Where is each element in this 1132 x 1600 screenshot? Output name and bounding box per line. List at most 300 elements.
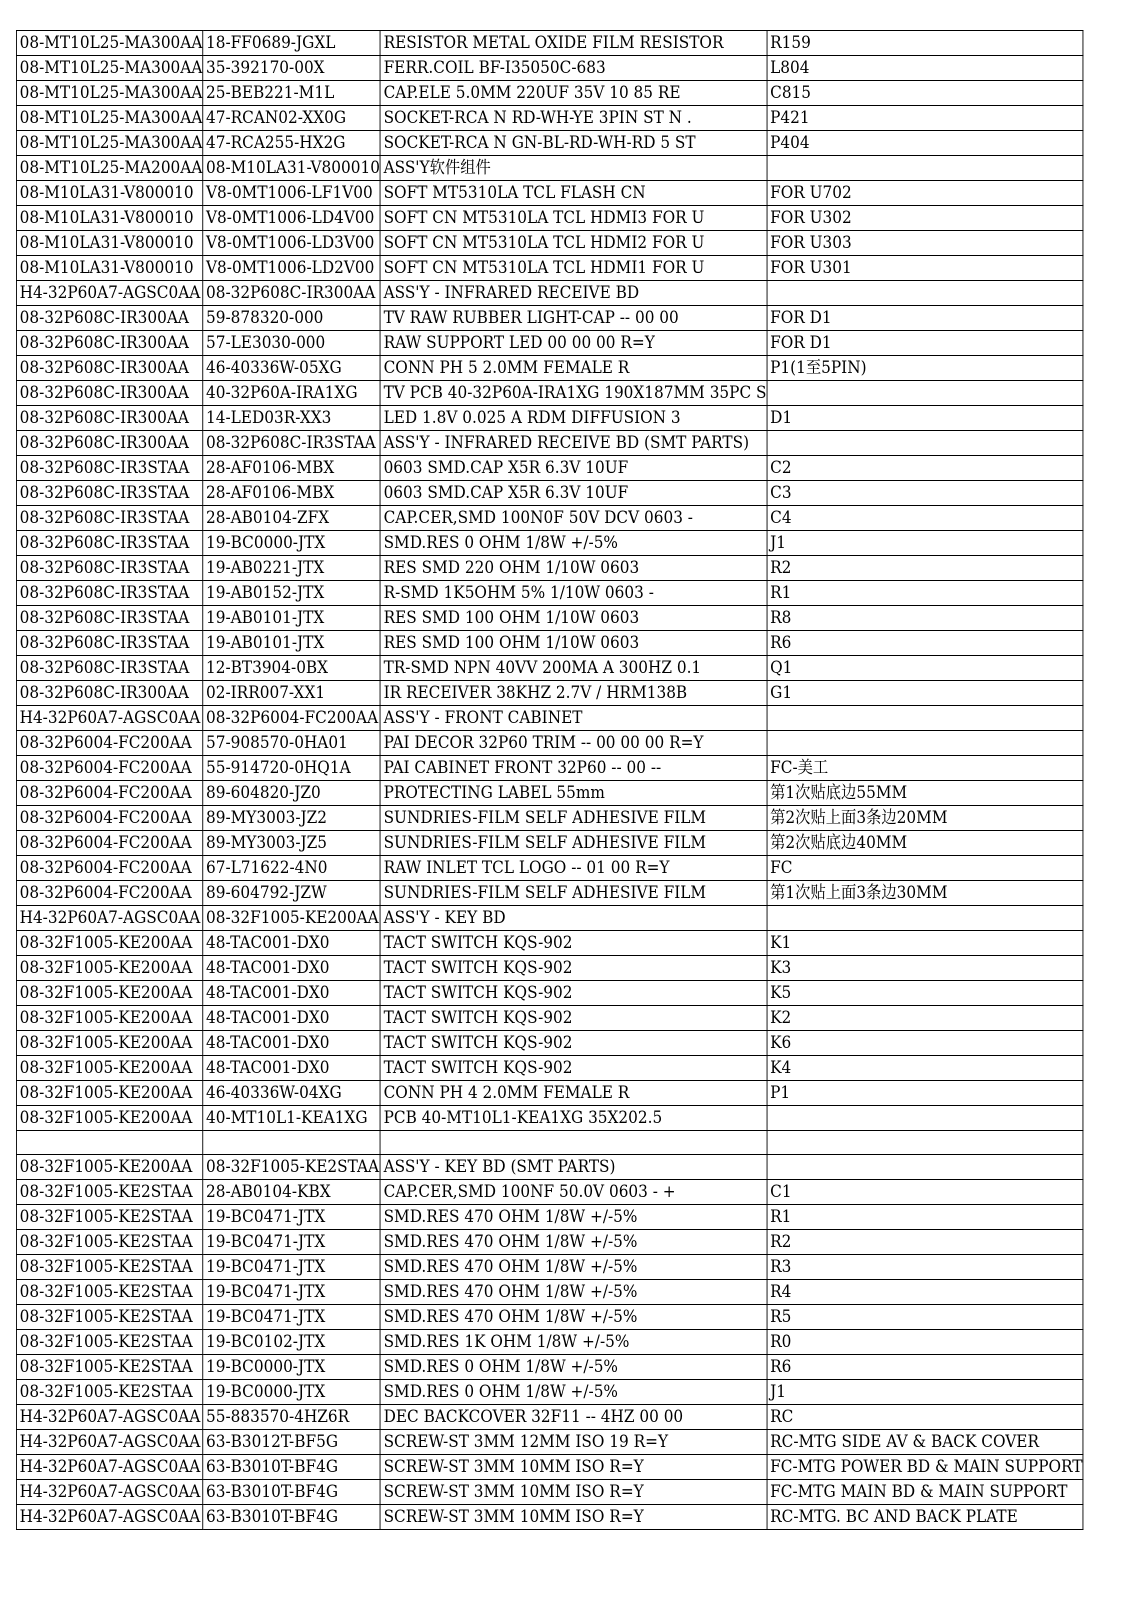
table-row bbox=[16, 681, 1083, 706]
table-row bbox=[16, 631, 1083, 656]
table-row bbox=[16, 1505, 1083, 1530]
part-number-cell: 47-RCAN02-XX0G bbox=[203, 106, 381, 131]
description-cell: TACT SWITCH KQS-902 bbox=[380, 1056, 767, 1081]
description-cell: SCREW-ST 3MM 10MM ISO R=Y bbox=[380, 1455, 767, 1480]
description-cell: R-SMD 1K5OHM 5% 1/10W 0603 - bbox=[380, 581, 767, 606]
reference-cell: C2 bbox=[767, 456, 1083, 481]
reference-cell: K2 bbox=[767, 1006, 1083, 1031]
description-cell: SUNDRIES-FILM SELF ADHESIVE FILM bbox=[380, 806, 767, 831]
reference-cell: R0 bbox=[767, 1330, 1083, 1355]
part-number-cell: V8-0MT1006-LD3V00 bbox=[203, 231, 381, 256]
parent-part-cell: 08-32P6004-FC200AA bbox=[16, 806, 202, 831]
description-cell: TV PCB 40-32P60A-IRA1XG 190X187MM 35PC S bbox=[380, 381, 767, 406]
reference-cell: 第2次贴底边40MM bbox=[767, 831, 1083, 856]
table-row bbox=[16, 131, 1083, 156]
reference-cell bbox=[767, 706, 1083, 731]
description-cell: PCB 40-MT10L1-KEA1XG 35X202.5 bbox=[380, 1106, 767, 1131]
part-number-cell: 48-TAC001-DX0 bbox=[203, 1056, 381, 1081]
reference-cell bbox=[767, 1106, 1083, 1131]
reference-cell: G1 bbox=[767, 681, 1083, 706]
parent-part-cell: 08-32P6004-FC200AA bbox=[16, 856, 202, 881]
reference-cell: 第1次贴上面3条边30MM bbox=[767, 881, 1083, 906]
reference-cell: P1(1至5PIN) bbox=[767, 356, 1083, 381]
table-row bbox=[16, 806, 1083, 831]
parent-part-cell: 08-32P608C-IR3STAA bbox=[16, 656, 202, 681]
parent-part-cell: 08-32P608C-IR3STAA bbox=[16, 606, 202, 631]
part-number-cell: 46-40336W-04XG bbox=[203, 1081, 381, 1106]
part-number-cell: 19-BC0471-JTX bbox=[203, 1280, 381, 1305]
part-number-cell: 48-TAC001-DX0 bbox=[203, 1006, 381, 1031]
description-cell: SMD.RES 0 OHM 1/8W +/-5% bbox=[380, 531, 767, 556]
reference-cell: L804 bbox=[767, 56, 1083, 81]
description-cell: TACT SWITCH KQS-902 bbox=[380, 956, 767, 981]
table-row bbox=[16, 81, 1083, 106]
description-cell bbox=[380, 1131, 767, 1155]
part-number-cell: 19-BC0471-JTX bbox=[203, 1205, 381, 1230]
part-number-cell: 14-LED03R-XX3 bbox=[203, 406, 381, 431]
reference-cell: R5 bbox=[767, 1305, 1083, 1330]
reference-cell: P421 bbox=[767, 106, 1083, 131]
description-cell: 0603 SMD.CAP X5R 6.3V 10UF bbox=[380, 456, 767, 481]
part-number-cell: V8-0MT1006-LD4V00 bbox=[203, 206, 381, 231]
parent-part-cell: H4-32P60A7-AGSC0AA bbox=[16, 706, 202, 731]
reference-cell: 第2次贴上面3条边20MM bbox=[767, 806, 1083, 831]
reference-cell: FOR D1 bbox=[767, 306, 1083, 331]
description-cell: TACT SWITCH KQS-902 bbox=[380, 981, 767, 1006]
reference-cell bbox=[767, 381, 1083, 406]
reference-cell: 第1次贴底边55MM bbox=[767, 781, 1083, 806]
parent-part-cell: 08-MT10L25-MA300AA bbox=[16, 56, 202, 81]
table-row bbox=[16, 956, 1083, 981]
description-cell: ASS'Y软件组件 bbox=[380, 156, 767, 181]
reference-cell: K1 bbox=[767, 931, 1083, 956]
part-number-cell: 19-BC0471-JTX bbox=[203, 1255, 381, 1280]
parent-part-cell: 08-32F1005-KE2STAA bbox=[16, 1180, 202, 1205]
table-row bbox=[16, 1255, 1083, 1280]
parent-part-cell: 08-32P608C-IR3STAA bbox=[16, 556, 202, 581]
reference-cell: R1 bbox=[767, 1205, 1083, 1230]
description-cell: TACT SWITCH KQS-902 bbox=[380, 1006, 767, 1031]
description-cell: SOCKET-RCA N RD-WH-YE 3PIN ST N . bbox=[380, 106, 767, 131]
reference-cell: FC-MTG MAIN BD & MAIN SUPPORT bbox=[767, 1480, 1083, 1505]
parent-part-cell bbox=[16, 1131, 202, 1155]
description-cell: CAP.CER,SMD 100NF 50.0V 0603 - + bbox=[380, 1180, 767, 1205]
table-row bbox=[16, 156, 1083, 181]
part-number-cell: 47-RCA255-HX2G bbox=[203, 131, 381, 156]
table-row bbox=[16, 606, 1083, 631]
part-number-cell: 19-BC0000-JTX bbox=[203, 531, 381, 556]
table-row bbox=[16, 181, 1083, 206]
reference-cell: J1 bbox=[767, 531, 1083, 556]
table-row bbox=[16, 431, 1083, 456]
parent-part-cell: 08-32F1005-KE2STAA bbox=[16, 1280, 202, 1305]
table-row bbox=[16, 456, 1083, 481]
parent-part-cell: H4-32P60A7-AGSC0AA bbox=[16, 906, 202, 931]
table-row bbox=[16, 206, 1083, 231]
part-number-cell: 08-32F1005-KE2STAA bbox=[203, 1155, 381, 1180]
part-number-cell: 19-AB0221-JTX bbox=[203, 556, 381, 581]
description-cell: RAW INLET TCL LOGO -- 01 00 R=Y bbox=[380, 856, 767, 881]
reference-cell bbox=[767, 731, 1083, 756]
table-row bbox=[16, 306, 1083, 331]
reference-cell bbox=[767, 1155, 1083, 1180]
part-number-cell: 19-AB0101-JTX bbox=[203, 631, 381, 656]
reference-cell bbox=[767, 431, 1083, 456]
description-cell: CONN PH 5 2.0MM FEMALE R bbox=[380, 356, 767, 381]
part-number-cell: 28-AB0104-KBX bbox=[203, 1180, 381, 1205]
part-number-cell: 19-BC0102-JTX bbox=[203, 1330, 381, 1355]
part-number-cell: 02-IRR007-XX1 bbox=[203, 681, 381, 706]
parent-part-cell: 08-32F1005-KE2STAA bbox=[16, 1305, 202, 1330]
reference-cell: FOR U303 bbox=[767, 231, 1083, 256]
part-number-cell: 89-MY3003-JZ5 bbox=[203, 831, 381, 856]
description-cell: TACT SWITCH KQS-902 bbox=[380, 1031, 767, 1056]
description-cell: ASS'Y - KEY BD (SMT PARTS) bbox=[380, 1155, 767, 1180]
part-number-cell: 28-AF0106-MBX bbox=[203, 481, 381, 506]
parent-part-cell: H4-32P60A7-AGSC0AA bbox=[16, 1480, 202, 1505]
part-number-cell: 19-BC0471-JTX bbox=[203, 1305, 381, 1330]
parent-part-cell: H4-32P60A7-AGSC0AA bbox=[16, 281, 202, 306]
parent-part-cell: 08-32P608C-IR300AA bbox=[16, 406, 202, 431]
reference-cell: R4 bbox=[767, 1280, 1083, 1305]
reference-cell: R2 bbox=[767, 1230, 1083, 1255]
table-row bbox=[16, 531, 1083, 556]
table-row bbox=[16, 781, 1083, 806]
reference-cell: FC-美工 bbox=[767, 756, 1083, 781]
parent-part-cell: 08-32F1005-KE200AA bbox=[16, 1006, 202, 1031]
table-row bbox=[16, 656, 1083, 681]
description-cell: ASS'Y - INFRARED RECEIVE BD bbox=[380, 281, 767, 306]
parent-part-cell: H4-32P60A7-AGSC0AA bbox=[16, 1505, 202, 1530]
table-row bbox=[16, 356, 1083, 381]
part-number-cell: 48-TAC001-DX0 bbox=[203, 931, 381, 956]
bom-table bbox=[16, 30, 1083, 1530]
bom-table-body bbox=[16, 31, 1083, 1530]
description-cell: CAP.CER,SMD 100N0F 50V DCV 0603 - bbox=[380, 506, 767, 531]
reference-cell bbox=[767, 156, 1083, 181]
part-number-cell: 08-32P608C-IR3STAA bbox=[203, 431, 381, 456]
reference-cell: P404 bbox=[767, 131, 1083, 156]
parent-part-cell: 08-32F1005-KE2STAA bbox=[16, 1205, 202, 1230]
part-number-cell: 18-FF0689-JGXL bbox=[203, 31, 381, 56]
parent-part-cell: 08-32P608C-IR300AA bbox=[16, 681, 202, 706]
part-number-cell: 63-B3010T-BF4G bbox=[203, 1480, 381, 1505]
table-row bbox=[16, 556, 1083, 581]
parent-part-cell: 08-32F1005-KE200AA bbox=[16, 1056, 202, 1081]
part-number-cell: 89-MY3003-JZ2 bbox=[203, 806, 381, 831]
table-row bbox=[16, 1355, 1083, 1380]
parent-part-cell: 08-32F1005-KE200AA bbox=[16, 931, 202, 956]
part-number-cell: 89-604792-JZW bbox=[203, 881, 381, 906]
description-cell: RES SMD 220 OHM 1/10W 0603 bbox=[380, 556, 767, 581]
reference-cell bbox=[767, 281, 1083, 306]
parent-part-cell: 08-32P608C-IR3STAA bbox=[16, 531, 202, 556]
table-row bbox=[16, 106, 1083, 131]
description-cell: TACT SWITCH KQS-902 bbox=[380, 931, 767, 956]
parent-part-cell: 08-MT10L25-MA300AA bbox=[16, 106, 202, 131]
table-row bbox=[16, 1006, 1083, 1031]
part-number-cell: 67-L71622-4N0 bbox=[203, 856, 381, 881]
table-row bbox=[16, 1430, 1083, 1455]
table-row bbox=[16, 581, 1083, 606]
description-cell: SMD.RES 470 OHM 1/8W +/-5% bbox=[380, 1305, 767, 1330]
table-row bbox=[16, 731, 1083, 756]
table-row bbox=[16, 1081, 1083, 1106]
part-number-cell: 63-B3010T-BF4G bbox=[203, 1455, 381, 1480]
table-row bbox=[16, 1205, 1083, 1230]
table-row bbox=[16, 1180, 1083, 1205]
table-row bbox=[16, 706, 1083, 731]
part-number-cell: 63-B3010T-BF4G bbox=[203, 1505, 381, 1530]
part-number-cell: 57-908570-0HA01 bbox=[203, 731, 381, 756]
parent-part-cell: 08-32P6004-FC200AA bbox=[16, 831, 202, 856]
table-row bbox=[16, 506, 1083, 531]
reference-cell: C1 bbox=[767, 1180, 1083, 1205]
reference-cell: D1 bbox=[767, 406, 1083, 431]
description-cell: LED 1.8V 0.025 A RDM DIFFUSION 3 bbox=[380, 406, 767, 431]
reference-cell: C4 bbox=[767, 506, 1083, 531]
parent-part-cell: 08-32P608C-IR300AA bbox=[16, 356, 202, 381]
description-cell: SOFT CN MT5310LA TCL HDMI3 FOR U bbox=[380, 206, 767, 231]
reference-cell bbox=[767, 1131, 1083, 1155]
part-number-cell: 08-32P6004-FC200AA bbox=[203, 706, 381, 731]
table-row bbox=[16, 1380, 1083, 1405]
table-row bbox=[16, 756, 1083, 781]
parent-part-cell: H4-32P60A7-AGSC0AA bbox=[16, 1405, 202, 1430]
description-cell: SOFT MT5310LA TCL FLASH CN bbox=[380, 181, 767, 206]
part-number-cell: 89-604820-JZ0 bbox=[203, 781, 381, 806]
part-number-cell: 40-32P60A-IRA1XG bbox=[203, 381, 381, 406]
parent-part-cell: H4-32P60A7-AGSC0AA bbox=[16, 1430, 202, 1455]
reference-cell: Q1 bbox=[767, 656, 1083, 681]
table-row bbox=[16, 381, 1083, 406]
reference-cell: R8 bbox=[767, 606, 1083, 631]
table-row bbox=[16, 231, 1083, 256]
parent-part-cell: 08-32F1005-KE2STAA bbox=[16, 1255, 202, 1280]
parent-part-cell: 08-M10LA31-V800010 bbox=[16, 231, 202, 256]
parent-part-cell: 08-32P608C-IR300AA bbox=[16, 381, 202, 406]
description-cell: ASS'Y - INFRARED RECEIVE BD (SMT PARTS) bbox=[380, 431, 767, 456]
description-cell: SMD.RES 470 OHM 1/8W +/-5% bbox=[380, 1255, 767, 1280]
part-number-cell: 63-B3012T-BF5G bbox=[203, 1430, 381, 1455]
reference-cell: RC bbox=[767, 1405, 1083, 1430]
table-row bbox=[16, 1056, 1083, 1081]
description-cell: SOCKET-RCA N GN-BL-RD-WH-RD 5 ST bbox=[380, 131, 767, 156]
table-row bbox=[16, 881, 1083, 906]
table-row bbox=[16, 1106, 1083, 1131]
reference-cell: RC-MTG. BC AND BACK PLATE bbox=[767, 1505, 1083, 1530]
table-row bbox=[16, 1330, 1083, 1355]
part-number-cell: 55-883570-4HZ6R bbox=[203, 1405, 381, 1430]
parent-part-cell: 08-32F1005-KE200AA bbox=[16, 1155, 202, 1180]
reference-cell: FOR U302 bbox=[767, 206, 1083, 231]
part-number-cell: V8-0MT1006-LF1V00 bbox=[203, 181, 381, 206]
table-row bbox=[16, 856, 1083, 881]
parent-part-cell: 08-MT10L25-MA200AA bbox=[16, 156, 202, 181]
description-cell: TR-SMD NPN 40VV 200MA A 300HZ 0.1 bbox=[380, 656, 767, 681]
parent-part-cell: 08-MT10L25-MA300AA bbox=[16, 131, 202, 156]
reference-cell: R6 bbox=[767, 1355, 1083, 1380]
part-number-cell: 25-BEB221-M1L bbox=[203, 81, 381, 106]
table-row bbox=[16, 1480, 1083, 1505]
description-cell: SCREW-ST 3MM 10MM ISO R=Y bbox=[380, 1480, 767, 1505]
reference-cell: FOR U301 bbox=[767, 256, 1083, 281]
parent-part-cell: H4-32P60A7-AGSC0AA bbox=[16, 1455, 202, 1480]
part-number-cell bbox=[203, 1131, 381, 1155]
description-cell: SMD.RES 470 OHM 1/8W +/-5% bbox=[380, 1230, 767, 1255]
description-cell: IR RECEIVER 38KHZ 2.7V / HRM138B bbox=[380, 681, 767, 706]
reference-cell: R3 bbox=[767, 1255, 1083, 1280]
parent-part-cell: 08-32P608C-IR3STAA bbox=[16, 631, 202, 656]
parent-part-cell: 08-32P608C-IR3STAA bbox=[16, 456, 202, 481]
description-cell: PAI DECOR 32P60 TRIM -- 00 00 00 R=Y bbox=[380, 731, 767, 756]
part-number-cell: 08-32F1005-KE200AA bbox=[203, 906, 381, 931]
reference-cell: K3 bbox=[767, 956, 1083, 981]
parent-part-cell: 08-32F1005-KE200AA bbox=[16, 981, 202, 1006]
part-number-cell: 19-BC0471-JTX bbox=[203, 1230, 381, 1255]
description-cell: SOFT CN MT5310LA TCL HDMI2 FOR U bbox=[380, 231, 767, 256]
table-row bbox=[16, 256, 1083, 281]
reference-cell: RC-MTG SIDE AV & BACK COVER bbox=[767, 1430, 1083, 1455]
reference-cell: K6 bbox=[767, 1031, 1083, 1056]
parent-part-cell: 08-32P608C-IR3STAA bbox=[16, 481, 202, 506]
parent-part-cell: 08-32P608C-IR3STAA bbox=[16, 506, 202, 531]
part-number-cell: 19-AB0101-JTX bbox=[203, 606, 381, 631]
parent-part-cell: 08-32P608C-IR300AA bbox=[16, 331, 202, 356]
table-row bbox=[16, 981, 1083, 1006]
description-cell: SCREW-ST 3MM 10MM ISO R=Y bbox=[380, 1505, 767, 1530]
part-number-cell: 28-AB0104-ZFX bbox=[203, 506, 381, 531]
part-number-cell: 59-878320-000 bbox=[203, 306, 381, 331]
part-number-cell: 08-M10LA31-V800010 bbox=[203, 156, 381, 181]
description-cell: FERR.COIL BF-I35050C-683 bbox=[380, 56, 767, 81]
reference-cell: R2 bbox=[767, 556, 1083, 581]
reference-cell: C3 bbox=[767, 481, 1083, 506]
parent-part-cell: 08-32F1005-KE200AA bbox=[16, 1106, 202, 1131]
parent-part-cell: 08-32F1005-KE2STAA bbox=[16, 1330, 202, 1355]
table-row bbox=[16, 331, 1083, 356]
parent-part-cell: 08-M10LA31-V800010 bbox=[16, 206, 202, 231]
parent-part-cell: 08-MT10L25-MA300AA bbox=[16, 81, 202, 106]
description-cell: CONN PH 4 2.0MM FEMALE R bbox=[380, 1081, 767, 1106]
reference-cell: K5 bbox=[767, 981, 1083, 1006]
parent-part-cell: 08-32F1005-KE2STAA bbox=[16, 1380, 202, 1405]
description-cell: RES SMD 100 OHM 1/10W 0603 bbox=[380, 631, 767, 656]
description-cell: CAP.ELE 5.0MM 220UF 35V 10 85 RE bbox=[380, 81, 767, 106]
parent-part-cell: 08-32F1005-KE200AA bbox=[16, 956, 202, 981]
part-number-cell: V8-0MT1006-LD2V00 bbox=[203, 256, 381, 281]
description-cell: PROTECTING LABEL 55mm bbox=[380, 781, 767, 806]
reference-cell bbox=[767, 906, 1083, 931]
description-cell: 0603 SMD.CAP X5R 6.3V 10UF bbox=[380, 481, 767, 506]
part-number-cell: 40-MT10L1-KEA1XG bbox=[203, 1106, 381, 1131]
description-cell: TV RAW RUBBER LIGHT-CAP -- 00 00 bbox=[380, 306, 767, 331]
reference-cell: C815 bbox=[767, 81, 1083, 106]
description-cell: RAW SUPPORT LED 00 00 00 R=Y bbox=[380, 331, 767, 356]
table-row bbox=[16, 31, 1083, 56]
description-cell: SMD.RES 0 OHM 1/8W +/-5% bbox=[380, 1380, 767, 1405]
table-row bbox=[16, 831, 1083, 856]
description-cell: RES SMD 100 OHM 1/10W 0603 bbox=[380, 606, 767, 631]
table-row bbox=[16, 1155, 1083, 1180]
part-number-cell: 19-AB0152-JTX bbox=[203, 581, 381, 606]
reference-cell: R1 bbox=[767, 581, 1083, 606]
table-row bbox=[16, 406, 1083, 431]
description-cell: SMD.RES 1K OHM 1/8W +/-5% bbox=[380, 1330, 767, 1355]
reference-cell: FC-MTG POWER BD & MAIN SUPPORT bbox=[767, 1455, 1083, 1480]
table-row bbox=[16, 1031, 1083, 1056]
reference-cell: R6 bbox=[767, 631, 1083, 656]
description-cell: ASS'Y - KEY BD bbox=[380, 906, 767, 931]
parent-part-cell: 08-32P6004-FC200AA bbox=[16, 881, 202, 906]
description-cell: SMD.RES 470 OHM 1/8W +/-5% bbox=[380, 1280, 767, 1305]
parent-part-cell: 08-32P608C-IR3STAA bbox=[16, 581, 202, 606]
part-number-cell: 08-32P608C-IR300AA bbox=[203, 281, 381, 306]
table-row bbox=[16, 1305, 1083, 1330]
description-cell: SMD.RES 470 OHM 1/8W +/-5% bbox=[380, 1205, 767, 1230]
parent-part-cell: 08-M10LA31-V800010 bbox=[16, 181, 202, 206]
description-cell: DEC BACKCOVER 32F11 -- 4HZ 00 00 bbox=[380, 1405, 767, 1430]
parent-part-cell: 08-32F1005-KE200AA bbox=[16, 1081, 202, 1106]
table-row bbox=[16, 1131, 1083, 1155]
parent-part-cell: 08-M10LA31-V800010 bbox=[16, 256, 202, 281]
reference-cell: FC bbox=[767, 856, 1083, 881]
table-row bbox=[16, 906, 1083, 931]
part-number-cell: 19-BC0000-JTX bbox=[203, 1380, 381, 1405]
table-row bbox=[16, 1280, 1083, 1305]
reference-cell: P1 bbox=[767, 1081, 1083, 1106]
description-cell: PAI CABINET FRONT 32P60 -- 00 -- bbox=[380, 756, 767, 781]
description-cell: SUNDRIES-FILM SELF ADHESIVE FILM bbox=[380, 881, 767, 906]
part-number-cell: 46-40336W-05XG bbox=[203, 356, 381, 381]
table-row bbox=[16, 931, 1083, 956]
table-row bbox=[16, 1230, 1083, 1255]
table-row bbox=[16, 1405, 1083, 1430]
table-row bbox=[16, 56, 1083, 81]
parent-part-cell: 08-MT10L25-MA300AA bbox=[16, 31, 202, 56]
description-cell: ASS'Y - FRONT CABINET bbox=[380, 706, 767, 731]
part-number-cell: 35-392170-00X bbox=[203, 56, 381, 81]
parent-part-cell: 08-32F1005-KE2STAA bbox=[16, 1355, 202, 1380]
parent-part-cell: 08-32P608C-IR300AA bbox=[16, 306, 202, 331]
parent-part-cell: 08-32F1005-KE2STAA bbox=[16, 1230, 202, 1255]
description-cell: SMD.RES 0 OHM 1/8W +/-5% bbox=[380, 1355, 767, 1380]
description-cell: SUNDRIES-FILM SELF ADHESIVE FILM bbox=[380, 831, 767, 856]
part-number-cell: 48-TAC001-DX0 bbox=[203, 981, 381, 1006]
parent-part-cell: 08-32P608C-IR300AA bbox=[16, 431, 202, 456]
part-number-cell: 48-TAC001-DX0 bbox=[203, 1031, 381, 1056]
part-number-cell: 57-LE3030-000 bbox=[203, 331, 381, 356]
reference-cell: J1 bbox=[767, 1380, 1083, 1405]
part-number-cell: 19-BC0000-JTX bbox=[203, 1355, 381, 1380]
description-cell: RESISTOR METAL OXIDE FILM RESISTOR bbox=[380, 31, 767, 56]
table-row bbox=[16, 281, 1083, 306]
part-number-cell: 48-TAC001-DX0 bbox=[203, 956, 381, 981]
reference-cell: R159 bbox=[767, 31, 1083, 56]
parent-part-cell: 08-32P6004-FC200AA bbox=[16, 781, 202, 806]
parent-part-cell: 08-32F1005-KE200AA bbox=[16, 1031, 202, 1056]
part-number-cell: 28-AF0106-MBX bbox=[203, 456, 381, 481]
description-cell: SCREW-ST 3MM 12MM ISO 19 R=Y bbox=[380, 1430, 767, 1455]
part-number-cell: 12-BT3904-0BX bbox=[203, 656, 381, 681]
table-row bbox=[16, 1455, 1083, 1480]
table-row bbox=[16, 481, 1083, 506]
reference-cell: K4 bbox=[767, 1056, 1083, 1081]
reference-cell: FOR U702 bbox=[767, 181, 1083, 206]
reference-cell: FOR D1 bbox=[767, 331, 1083, 356]
parent-part-cell: 08-32P6004-FC200AA bbox=[16, 756, 202, 781]
description-cell: SOFT CN MT5310LA TCL HDMI1 FOR U bbox=[380, 256, 767, 281]
